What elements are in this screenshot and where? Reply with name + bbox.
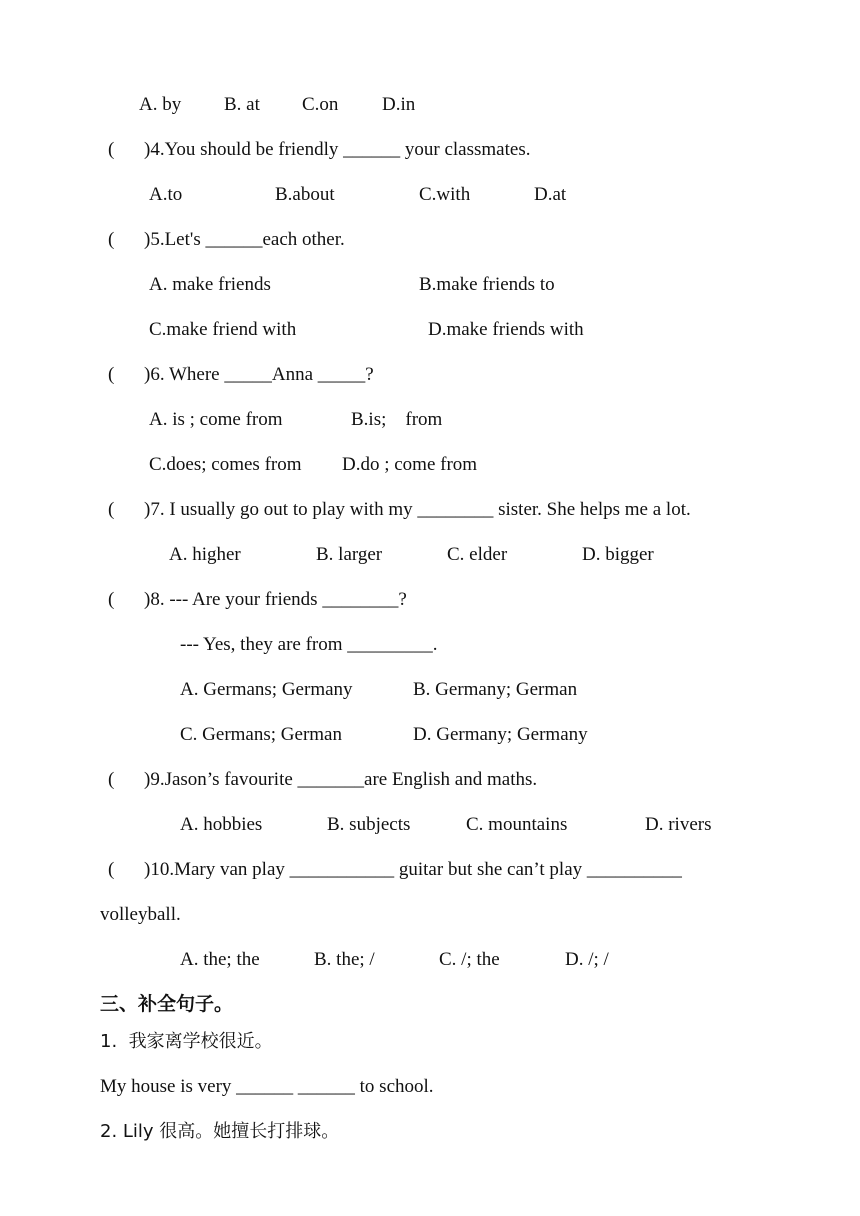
q5-option-b: B.make friends to <box>419 274 555 295</box>
q6-option-c: C.does; comes from <box>149 454 302 475</box>
q8-reply: --- Yes, they are from _________. <box>180 634 438 655</box>
q8-option-c: C. Germans; German <box>180 724 342 745</box>
q7-option-a: A. higher <box>169 544 241 565</box>
q8-stem: )8. --- Are your friends ________? <box>144 589 407 610</box>
q9-answer-paren: ( <box>108 769 115 790</box>
q6-option-d: D.do ; come from <box>342 454 478 475</box>
q9-option-b: B. subjects <box>327 814 411 835</box>
q9-option-c: C. mountains <box>466 814 568 835</box>
sentence-1-english: My house is very ______ ______ to school. <box>100 1076 434 1097</box>
q9-option-d: D. rivers <box>645 814 712 835</box>
q7-option-d: D. bigger <box>582 544 654 565</box>
q3-option-c: C.on <box>302 94 339 115</box>
q6-option-a: A. is ; come from <box>149 409 283 430</box>
q10-option-a: A. the; the <box>180 949 260 970</box>
q8-option-d: D. Germany; Germany <box>413 724 588 745</box>
q8-answer-paren: ( <box>108 589 115 610</box>
q6-answer-paren: ( <box>108 364 115 385</box>
q9-stem: )9.Jason’s favourite _______are English and maths. <box>144 769 538 790</box>
q7-stem: )7. I usually go out to play with my ________ sister. She helps me a lot. <box>144 499 691 520</box>
q3-option-d: D.in <box>382 94 416 115</box>
q10-stem-continued: volleyball. <box>100 904 181 925</box>
q6-option-b: B.is; from <box>351 409 443 430</box>
sentence-1-chinese: 1. 我家离学校很近。 <box>100 1031 273 1052</box>
section-3-heading: 三、补全句子。 <box>100 993 234 1015</box>
q8-option-a: A. Germans; Germany <box>180 679 353 700</box>
q5-stem: )5.Let's ______each other. <box>144 229 345 250</box>
q4-option-c: C.with <box>419 184 471 205</box>
q4-option-d: D.at <box>534 184 567 205</box>
q4-stem: )4.You should be friendly ______ your classmates. <box>144 139 531 160</box>
q6-stem: )6. Where _____Anna _____? <box>144 364 374 385</box>
q10-answer-paren: ( <box>108 859 115 880</box>
q3-option-b: B. at <box>224 94 260 115</box>
q4-option-a: A.to <box>149 184 183 205</box>
q7-option-c: C. elder <box>447 544 508 565</box>
q5-option-d: D.make friends with <box>428 319 584 340</box>
q4-option-b: B.about <box>275 184 335 205</box>
q4-answer-paren: ( <box>108 139 115 160</box>
sentence-2-chinese: 2. Lily 很高。她擅长打排球。 <box>100 1121 340 1142</box>
q10-option-b: B. the; / <box>314 949 375 970</box>
q10-option-c: C. /; the <box>439 949 500 970</box>
q7-option-b: B. larger <box>316 544 383 565</box>
q7-answer-paren: ( <box>108 499 115 520</box>
q8-option-b: B. Germany; German <box>413 679 578 700</box>
q5-option-c: C.make friend with <box>149 319 297 340</box>
q5-option-a: A. make friends <box>149 274 271 295</box>
q3-option-a: A. by <box>139 94 182 115</box>
q10-stem: )10.Mary van play ___________ guitar but she can’t play __________ <box>144 859 682 880</box>
q10-option-d: D. /; / <box>565 949 609 970</box>
q9-option-a: A. hobbies <box>180 814 263 835</box>
q5-answer-paren: ( <box>108 229 115 250</box>
